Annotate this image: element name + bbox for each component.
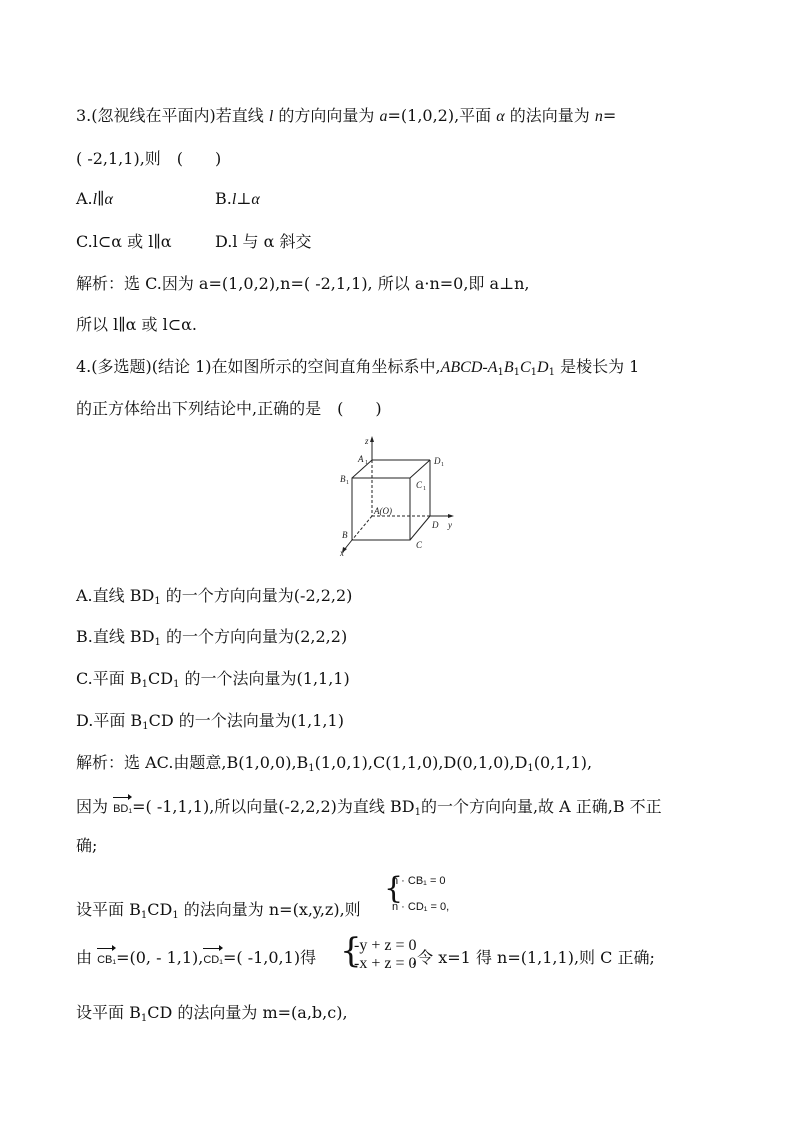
edge-a-b-hidden (352, 516, 372, 540)
var-alpha: α (496, 108, 505, 125)
subscript: 1 (414, 807, 421, 818)
q4-analysis-line3: 确; (76, 836, 98, 855)
label-y: y (448, 520, 452, 530)
label-c: C (416, 540, 423, 550)
q4-stem-text: 4.(多选题)(结论 1)在如图所示的空间直角坐标系中, (76, 357, 441, 376)
label-a1-sub: 1 (365, 460, 368, 466)
label-c1-sub: 1 (423, 486, 426, 492)
q4-normal-line (76, 900, 361, 926)
q3-stem-text-2: 的方向向量为 (273, 106, 380, 125)
q4-option-c (76, 669, 350, 695)
vector-cb1: CB₁ (97, 946, 116, 970)
vector-bd1: BD₁ (113, 795, 132, 819)
q4-solve-cb1-value: =(0, - 1,1), (116, 948, 204, 967)
label-b: B (342, 530, 348, 540)
q4-stem-text-2: 是棱长为 1 (554, 357, 640, 376)
q4-option-d (76, 711, 344, 737)
z-arrow-icon (370, 436, 374, 442)
q3-stem-text: 3.(忽视线在平面内)若直线 (76, 106, 269, 125)
q4-option-c-tail: 的一个法向量为(1,1,1) (179, 669, 350, 688)
q3-option-d-text: l 与 α 斜交 (232, 232, 312, 251)
q4-analysis-text-2: (1,0,1),C(1,1,0),D(0,1,0),D (314, 753, 528, 772)
q4-analysis-line2 (76, 795, 662, 823)
q4-cube-c: C (520, 359, 531, 376)
q4-normal-text-2: CD (147, 900, 173, 919)
q3-a-value: =(1,0,2),平面 (387, 106, 497, 125)
q4-option-a (76, 586, 352, 612)
label-c1: C (416, 480, 423, 490)
q4-analysis-line1 (76, 753, 592, 779)
q3-analysis-line2: 所以 l∥α 或 l⊂α. (76, 315, 197, 334)
q3-option-a-text: l∥α (92, 191, 113, 208)
var-l: l (268, 108, 274, 125)
edge-d-c (410, 516, 430, 540)
q4-option-a-tail: 的一个方向向量为(-2,2,2) (160, 586, 353, 605)
label-x: x (340, 548, 344, 558)
label-b1-sub: 1 (346, 480, 349, 486)
q4-option-b-text: B.直线 BD (76, 627, 155, 646)
label-b1: B (340, 474, 346, 484)
q4-option-d-text: D.平面 B (76, 711, 143, 730)
q3-option-a (76, 189, 113, 210)
q4-option-c-text: C.平面 B (76, 669, 142, 688)
label-d: D (432, 520, 439, 530)
q3-option-b (215, 189, 260, 210)
q3-stem-text-3: 的法向量为 (504, 106, 595, 125)
var-n: n (594, 108, 603, 125)
q4-stem-line1 (76, 357, 639, 383)
subscript: 1 (142, 721, 149, 732)
q4-cube-d: D (537, 359, 549, 376)
q3-option-a-label: A. (76, 189, 93, 208)
system2-eq2: -x + z = 0 (354, 955, 417, 972)
q4-last-text: 设平面 B (76, 1003, 141, 1022)
subscript: 1 (530, 367, 538, 378)
q4-last-line (76, 1003, 348, 1029)
q3-equals: = (602, 106, 617, 125)
q3-option-c-label: C. (76, 232, 93, 251)
q4-solve-result: ,令 x=1 得 n=(1,1,1),则 C 正确; (412, 948, 655, 967)
q3-option-d (215, 232, 312, 252)
cube-figure (332, 432, 462, 560)
subscript: 1 (140, 1013, 148, 1024)
vector-cd1: CD₁ (203, 946, 223, 970)
q4-solve-text: 由 (76, 948, 98, 967)
system1-eq1: n · CB₁ = 0 (392, 875, 446, 887)
q4-cube-name: ABCD-A (440, 359, 498, 376)
system2-brace: { (340, 931, 362, 971)
q4-option-d-mid: CD 的一个法向量为(1,1,1) (148, 711, 344, 730)
subscript: 1 (173, 679, 180, 690)
q3-analysis-line1: 解析：选 C.因为 a=(1,0,2),n=( -2,1,1), 所以 a·n=0,即 a⊥n, (76, 274, 530, 293)
q3-option-b-label: B. (215, 189, 232, 208)
q4-option-c-mid: CD (147, 669, 174, 688)
q4-last-text-2: CD 的法向量为 m=(a,b,c), (147, 1003, 348, 1022)
subscript: 1 (527, 763, 534, 774)
var-a: a (379, 108, 388, 125)
q4-analysis-text-5: 的一个方向向量,故 A 正确,B 不正 (420, 797, 662, 816)
q3-stem-line1 (76, 106, 616, 127)
q4-analysis-text-4: =( -1,1,1),所以向量(-2,2,2)为直线 BD (132, 797, 415, 816)
q4-stem-line2: 的正方体给出下列结论中,正确的是 ( ) (76, 399, 382, 418)
subscript: 1 (154, 596, 161, 607)
subscript: 1 (308, 763, 315, 774)
y-arrow-icon (448, 514, 454, 518)
q4-analysis-text: 解析：选 AC.由题意,B(1,0,0),B (76, 753, 309, 772)
label-d1-sub: 1 (441, 462, 444, 468)
subscript: 1 (548, 367, 555, 378)
q4-normal-text-3: 的法向量为 n=(x,y,z),则 (178, 900, 361, 919)
q3-stem-line2: ( -2,1,1),则 ( ) (76, 149, 222, 168)
system1-eq2: n · CD₁ = 0, (392, 901, 450, 913)
system2-eq1: -y + z = 0 (354, 937, 417, 954)
label-d1: D (434, 456, 441, 466)
q4-normal-text: 设平面 B (76, 900, 141, 919)
q4-analysis-because: 因为 (76, 797, 114, 816)
q3-option-b-text: l⊥α (231, 191, 260, 208)
q4-option-b (76, 627, 347, 653)
label-a1: A (358, 454, 364, 464)
q3-option-c-text: l⊂α 或 l∥α (92, 232, 172, 251)
edge-d1-c1 (410, 460, 430, 478)
subscript: 1 (497, 367, 504, 378)
subscript: 1 (154, 637, 161, 648)
q4-cube-b: B (503, 359, 514, 376)
subscript: 1 (513, 367, 520, 378)
q4-solve-cd1-value: =( -1,0,1)得 (222, 948, 317, 967)
q4-option-a-text: A.直线 BD (76, 586, 155, 605)
q3-option-c (76, 232, 172, 252)
q4-analysis-text-3: (0,1,1), (533, 753, 593, 772)
q4-option-b-tail: 的一个方向向量为(2,2,2) (160, 627, 348, 646)
label-a-origin: A(O) (374, 506, 392, 516)
label-z: z (365, 436, 369, 446)
system1-brace: { (384, 871, 404, 906)
subscript: 1 (140, 910, 148, 921)
subscript: 1 (141, 679, 148, 690)
q3-option-d-label: D. (215, 232, 233, 251)
subscript: 1 (172, 910, 179, 921)
